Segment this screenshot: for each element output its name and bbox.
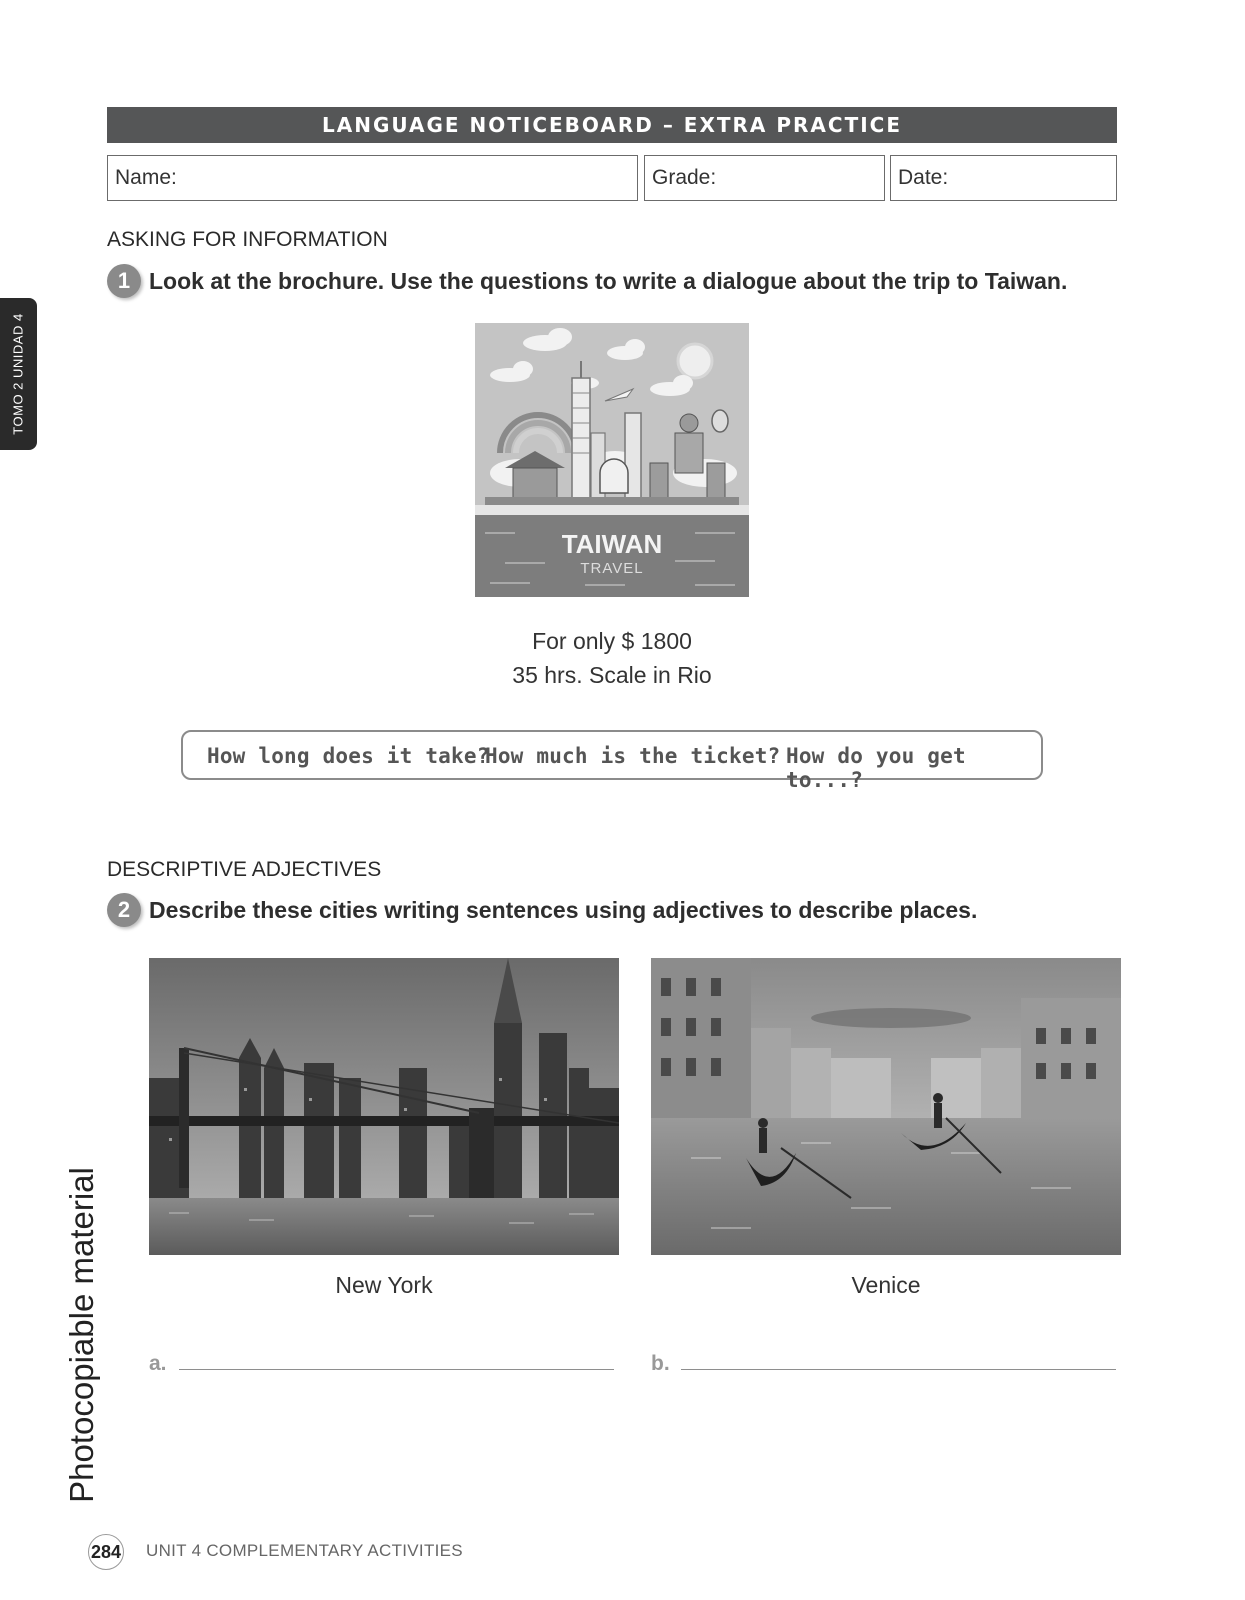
question-how-long: How long does it take? [207,744,490,768]
date-field[interactable]: Date: [890,155,1117,201]
city-caption-new-york: New York [335,1272,433,1298]
brochure-title: TAIWAN [561,529,663,559]
exercise-number-1: 1 [107,264,141,298]
side-tab [0,298,37,450]
question-box [181,730,1043,792]
answer-label-b: b. [651,1352,670,1375]
new-york-photo [149,958,619,1255]
section-title-adjectives: DESCRIPTIVE ADJECTIVES [107,858,382,881]
answer-line-a[interactable] [179,1369,614,1370]
page-number: 284 [88,1534,124,1570]
section-title-asking: ASKING FOR INFORMATION [107,228,388,251]
scale-text: 35 hrs. Scale in Rio [512,662,712,688]
brochure-subtitle: TRAVEL [580,560,644,577]
page-title: LANGUAGE NOTICEBOARD – EXTRA PRACTICE [107,107,1117,143]
photocopiable-label: Photocopiable material [63,1167,100,1503]
price-text: For only $ 1800 [532,628,692,654]
exercise-2-instruction: Describe these cities writing sentences using adjectives to describe places. [149,897,978,923]
grade-field[interactable]: Grade: [644,155,885,201]
question-how-get: How do you get to...? [786,744,966,792]
venice-photo [651,958,1121,1255]
question-how-much: How much is the ticket? [485,744,781,768]
taiwan-brochure-image [475,323,749,597]
exercise-number-2: 2 [107,893,141,927]
footer-text: UNIT 4 COMPLEMENTARY ACTIVITIES [146,1541,463,1560]
side-tab-label: TOMO 2 UNIDAD 4 [10,313,26,435]
answer-line-b[interactable] [681,1369,1116,1370]
answer-label-a: a. [149,1352,167,1375]
name-field[interactable]: Name: [107,155,638,201]
city-caption-venice: Venice [851,1272,921,1298]
exercise-1-instruction: Look at the brochure. Use the questions to write a dialogue about the trip to Taiwan. [149,268,1068,294]
